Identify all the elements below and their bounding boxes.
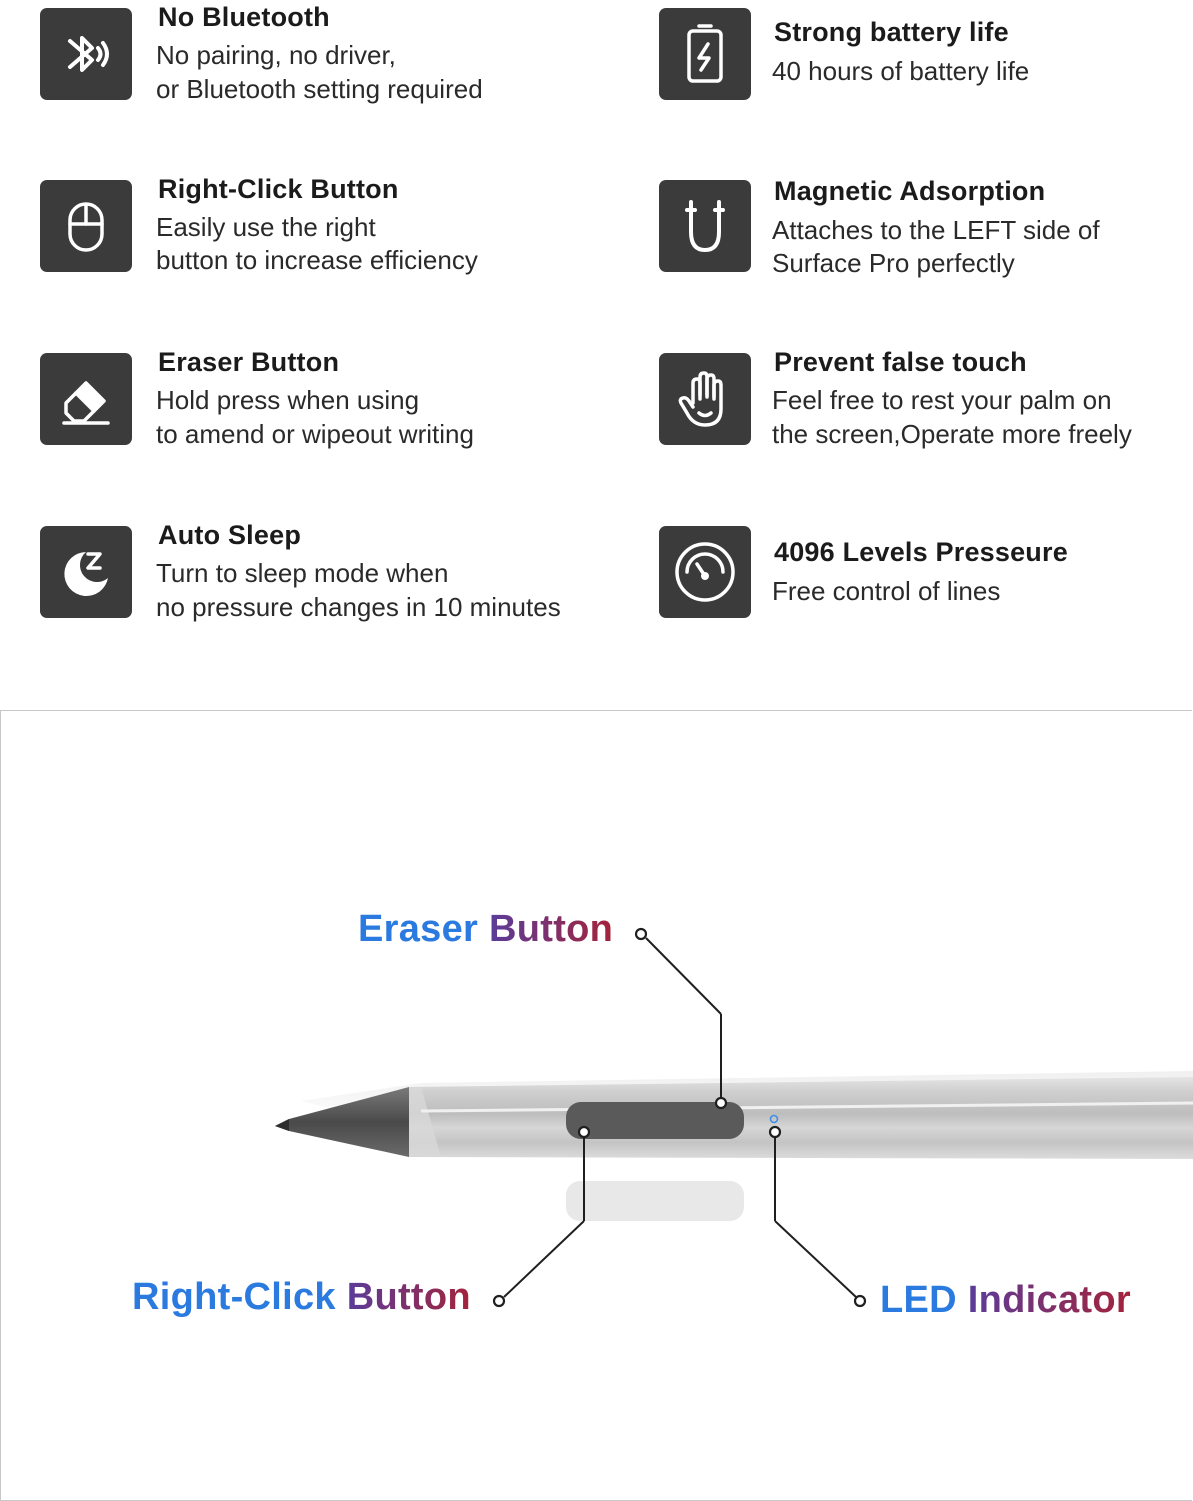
magnet-icon — [659, 180, 751, 272]
right-click-callout-line — [504, 1221, 584, 1297]
feature-title: Auto Sleep — [158, 520, 302, 550]
battery-charging-icon — [659, 8, 751, 100]
feature-title: Magnetic Adsorption — [774, 176, 1046, 206]
pen-body — [409, 1077, 1193, 1159]
eraser-callout-line — [646, 938, 721, 1014]
pen-diagram — [0, 710, 1192, 1501]
feature-desc-line-1: Feel free to rest your palm on — [772, 385, 1112, 415]
feature-desc-line-2: or Bluetooth setting required — [156, 74, 483, 104]
feature-desc-line-1: Easily use the right — [156, 212, 376, 242]
callout-word: Indicator — [967, 1279, 1131, 1321]
feature-desc-line-1: No pairing, no driver, — [156, 40, 396, 70]
mouse-icon — [40, 180, 132, 272]
feature-desc-line-1: Free control of lines — [772, 576, 1001, 606]
stylus-pen-illustration — [1, 711, 1193, 1501]
feature-title: 4096 Levels Presseure — [774, 537, 1068, 567]
feature-desc-line-2: button to increase efficiency — [156, 245, 478, 275]
feature-title: Right-Click Button — [158, 174, 399, 204]
led-indicator-callout — [880, 1279, 1131, 1322]
callout-word: Button — [346, 1276, 471, 1318]
gauge-icon — [659, 526, 751, 618]
led-callout-dot — [855, 1296, 865, 1306]
feature-desc-line-1: 40 hours of battery life — [772, 56, 1030, 86]
moon-sleep-icon — [40, 526, 132, 618]
feature-desc-line-1: Attaches to the LEFT side of — [772, 215, 1100, 245]
feature-desc-line-2: the screen,Operate more freely — [772, 419, 1132, 449]
palm-hand-icon — [659, 353, 751, 445]
feature-desc-line-2: Surface Pro perfectly — [772, 248, 1015, 278]
pen-nib — [275, 1119, 289, 1131]
led-callout-line — [775, 1221, 856, 1297]
feature-desc-line-1: Hold press when using — [156, 385, 420, 415]
right-click-button-callout — [132, 1276, 471, 1319]
right-click-callout-dot — [494, 1296, 504, 1306]
feature-desc-line-2: no pressure changes in 10 minutes — [156, 592, 561, 622]
led-anchor-dot — [770, 1127, 780, 1137]
feature-desc-line-2: to amend or wipeout writing — [156, 419, 474, 449]
eraser-button-callout — [358, 908, 613, 951]
eraser-callout-dot — [636, 929, 646, 939]
button-reflection — [566, 1181, 744, 1221]
right-click-anchor-dot — [579, 1127, 589, 1137]
eraser-icon — [40, 353, 132, 445]
feature-title: Strong battery life — [774, 17, 1009, 47]
callout-word: Eraser — [358, 908, 479, 950]
callout-word: Button — [488, 908, 614, 950]
eraser-anchor-dot — [716, 1098, 726, 1108]
callout-word: Right-Click — [132, 1276, 336, 1318]
callout-word: LED — [880, 1279, 957, 1321]
bluetooth-off-icon — [40, 8, 132, 100]
feature-desc-line-1: Turn to sleep mode when — [156, 558, 449, 588]
feature-title: No Bluetooth — [158, 2, 330, 32]
feature-title: Eraser Button — [158, 347, 340, 377]
features-grid — [0, 0, 1193, 690]
feature-title: Prevent false touch — [774, 347, 1027, 377]
